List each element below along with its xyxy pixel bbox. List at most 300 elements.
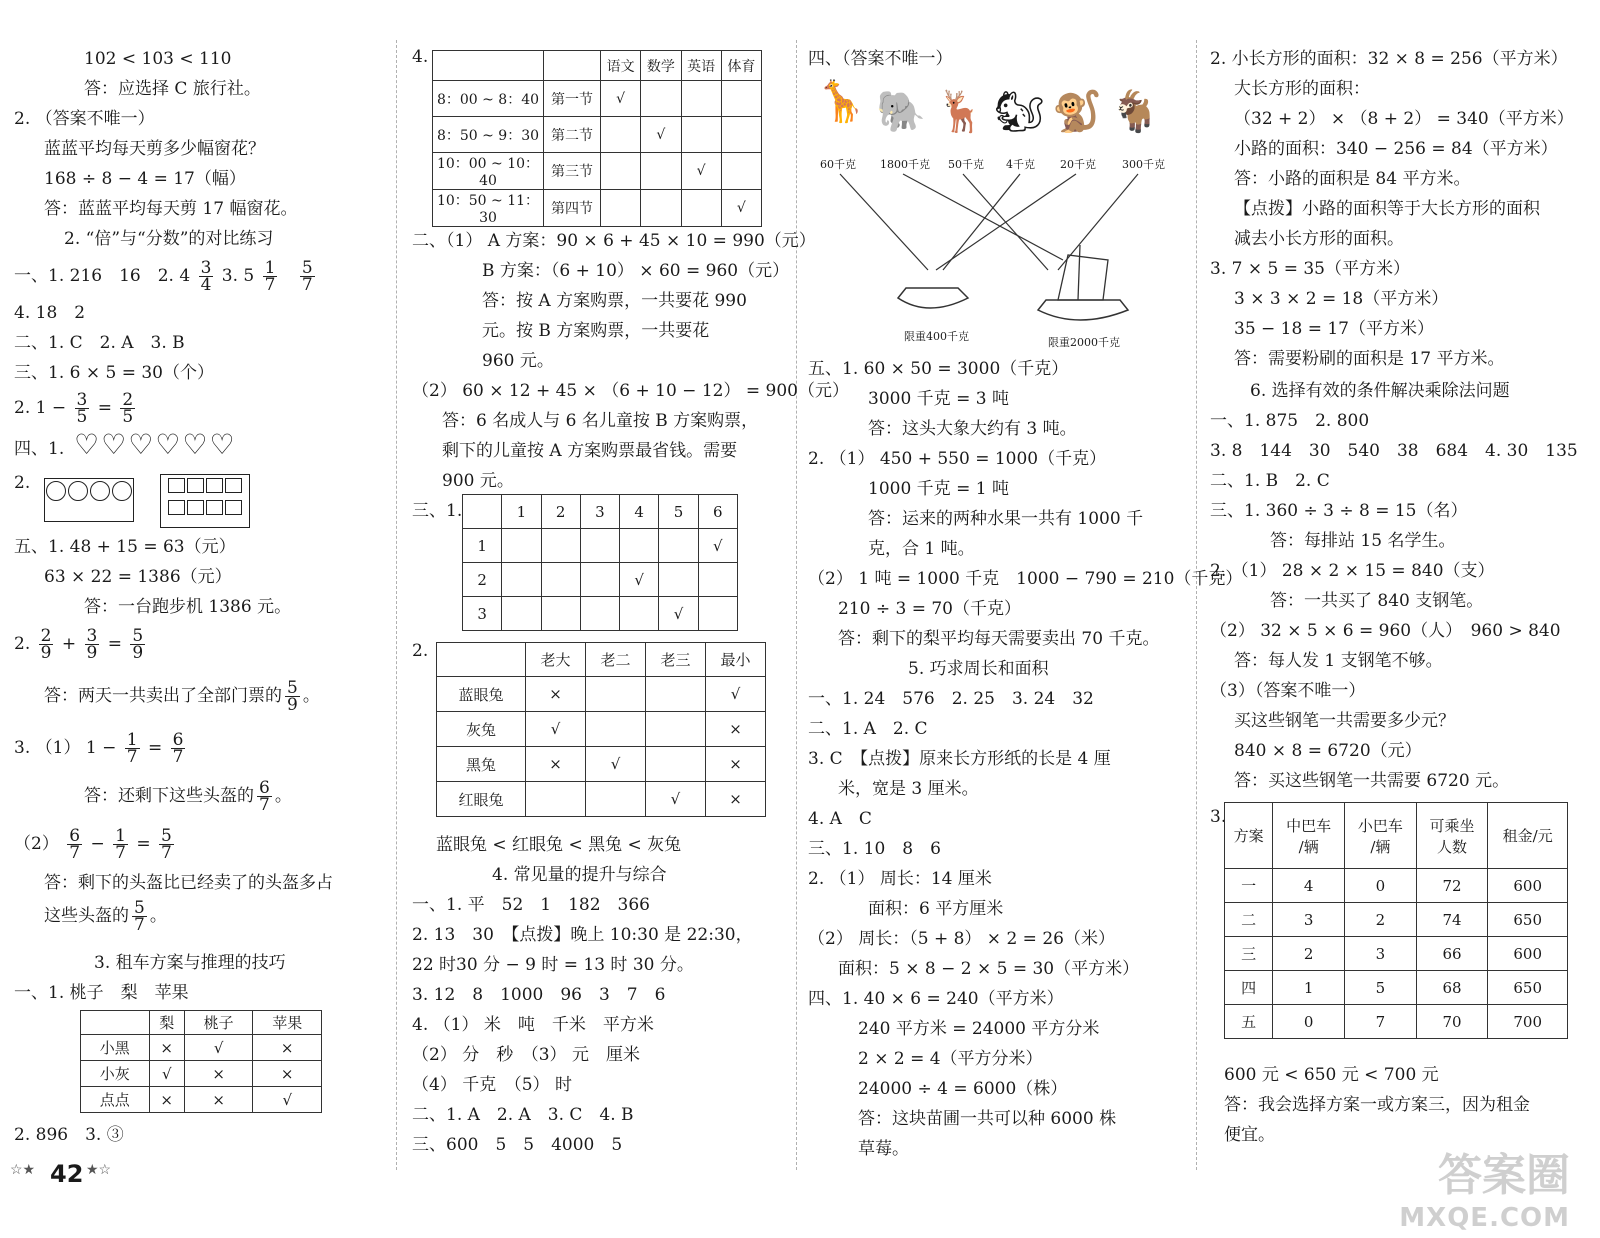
text-line: 2. （1） 周长：14 厘米 xyxy=(808,869,992,889)
square-icon xyxy=(206,478,223,493)
weight-label: 60千克 xyxy=(820,158,856,171)
fraction xyxy=(132,900,147,933)
numerator: 2 xyxy=(40,626,52,646)
fraction xyxy=(120,392,135,425)
text-line: 蓝眼兔 < 红眼兔 < 黑兔 < 灰兔 xyxy=(436,835,682,855)
table-cell: 点点 xyxy=(81,1087,150,1113)
weight-label: 4千克 xyxy=(1006,158,1035,171)
fraction xyxy=(263,260,278,293)
table-cell: 三 xyxy=(1225,937,1273,971)
text-line: 4. xyxy=(412,47,429,67)
text-line: 答：小路的面积是 84 平方米。 xyxy=(1234,169,1471,189)
table-cell xyxy=(721,153,761,190)
table-cell: 600 xyxy=(1488,937,1568,971)
table-cell: 四 xyxy=(1225,971,1273,1005)
text-span: 一、1. 216 16 2. 4 xyxy=(14,266,191,286)
table-cell xyxy=(620,529,659,563)
weight-label: 300千克 xyxy=(1122,158,1165,171)
text-line: 2. （1） 450 + 550 = 1000（千克） xyxy=(808,449,1107,469)
text-line: 答：买这些钢笔一共需要 6720 元。 xyxy=(1234,771,1510,791)
watermark-url: MXQE.COM xyxy=(1399,1203,1570,1233)
text-line: （2） 60 × 12 + 45 × （6 + 10 − 12） = 900（元） xyxy=(412,381,849,401)
section-heading: 4. 常见量的提升与综合 xyxy=(492,865,667,885)
elephant-icon: 🐘 xyxy=(876,89,926,135)
text-line: 草莓。 xyxy=(858,1139,909,1159)
numerator: 1 xyxy=(126,730,138,750)
text-line: 减去小长方形的面积。 xyxy=(1234,229,1404,249)
table-cell: √ xyxy=(659,597,698,631)
text-span: 答：两天一共卖出了全部门票的 xyxy=(44,686,282,706)
table-cell: 蓝眼兔 xyxy=(437,677,526,712)
table-cell: √ xyxy=(698,529,737,563)
table-cell: 650 xyxy=(1488,971,1568,1005)
text-line: 蓝蓝平均每天剪多少幅窗花？ xyxy=(44,139,265,159)
table-cell xyxy=(585,782,645,817)
text-line: 答：剩下的梨平均每天需要卖出 70 千克。 xyxy=(838,629,1160,649)
text-line: 答：按 A 方案购票，一共要花 990 xyxy=(482,291,747,311)
column-divider xyxy=(396,40,397,1170)
text-line: 2. 1 − $\frac{3}{5}$ = $\frac{2}{5}$ xyxy=(14,390,134,427)
text-line: 答：需要粉刷的面积是 17 平方米。 xyxy=(1234,349,1505,369)
table-cell: 黑兔 xyxy=(437,747,526,782)
denominator: 7 xyxy=(172,747,184,767)
fraction xyxy=(125,732,140,765)
table-cell xyxy=(641,190,681,227)
text-line: （4） 千克 （5） 时 xyxy=(412,1075,572,1095)
denominator: 5 xyxy=(122,407,134,427)
text-line: 102 < 103 < 110 xyxy=(84,49,232,69)
table-header: 桃子 xyxy=(184,1011,253,1035)
circles-box xyxy=(44,478,134,522)
fraction xyxy=(75,392,90,425)
text-line: 3000 千克 = 3 吨 xyxy=(868,389,1009,409)
fraction xyxy=(159,828,174,861)
table-cell xyxy=(601,117,641,153)
table-header: 数学 xyxy=(641,51,681,81)
table-cell: 4 xyxy=(1273,869,1345,903)
table-cell: 7 xyxy=(1345,1005,1417,1039)
table-cell xyxy=(641,81,681,117)
table-cell: × xyxy=(526,747,586,782)
text-line: 【点拨】小路的面积等于大长方形的面积 xyxy=(1234,199,1540,219)
text-line: 2. 896 3. ③ xyxy=(14,1125,124,1145)
table-cell xyxy=(698,597,737,631)
table-cell xyxy=(601,153,641,190)
schedule-table xyxy=(432,50,762,227)
text-line: 600 元 < 650 元 < 700 元 xyxy=(1224,1065,1439,1085)
section-heading: 3. 租车方案与推理的技巧 xyxy=(94,953,286,973)
text-line: 3. xyxy=(1210,807,1227,827)
table-cell: × xyxy=(149,1087,184,1113)
table-cell: 2 xyxy=(1273,937,1345,971)
header-line: 可乘坐 xyxy=(1429,816,1475,835)
denominator: 7 xyxy=(264,275,276,295)
text-line: 五、1. 48 + 15 = 63（元） xyxy=(14,537,236,557)
page-number: 42 xyxy=(50,1160,84,1188)
text-line: 2. $\frac{2}{9}$ + $\frac{3}{9}$ = $\frac{5}{9}$ xyxy=(14,626,144,663)
text-line: 答：这块苗圃一共可以种 6000 株 xyxy=(858,1109,1117,1129)
table-header: 体育 xyxy=(721,51,761,81)
table-cell xyxy=(721,117,761,153)
text-line xyxy=(14,258,318,294)
table-cell xyxy=(585,677,645,712)
text-line: 二、1. B 2. C xyxy=(1210,471,1330,491)
table-cell xyxy=(541,563,580,597)
text-line: 便宜。 xyxy=(1224,1125,1275,1145)
fraction xyxy=(130,628,145,661)
table-cell: √ xyxy=(184,1035,253,1061)
text-line: 答：运来的两种水果一共有 1000 千 xyxy=(868,509,1144,529)
boat-label: 限重2000千克 xyxy=(1048,336,1120,349)
text-line: 4. A C xyxy=(808,809,872,829)
header-line: 小巴车 xyxy=(1357,816,1403,835)
numerator: 5 xyxy=(301,258,313,278)
monkey-icon: 🐒 xyxy=(1052,89,1102,135)
table-cell xyxy=(659,529,698,563)
denominator: 4 xyxy=(200,275,212,295)
denominator: 9 xyxy=(132,643,144,663)
table-cell: 第四节 xyxy=(544,190,601,227)
text-line: 二、（1） A 方案：90 × 6 + 45 × 10 = 990（元） xyxy=(412,231,816,251)
square-icon xyxy=(168,478,185,493)
table-cell xyxy=(502,529,541,563)
table-cell: 650 xyxy=(1488,903,1568,937)
numerator: 5 xyxy=(287,678,298,698)
table-cell xyxy=(659,563,698,597)
section-heading: 6. 选择有效的条件解决乘除法问题 xyxy=(1250,381,1510,401)
table-cell: × xyxy=(526,677,586,712)
text-line: 35 − 18 = 17（平方米） xyxy=(1234,319,1434,339)
square-icon xyxy=(187,500,204,515)
numerator: 3 xyxy=(200,258,212,278)
table-cell: 0 xyxy=(1345,869,1417,903)
table-cell: 10：50 ~ 11：30 xyxy=(433,190,544,227)
text-line: 3. C 【点拨】原来长方形纸的长是 4 厘 xyxy=(808,749,1111,769)
table-cell: 红眼兔 xyxy=(437,782,526,817)
table-cell: √ xyxy=(585,747,645,782)
denominator: 7 xyxy=(115,843,126,863)
text-line: 答：蓝蓝平均每天剪 17 幅窗花。 xyxy=(44,199,298,219)
table-cell xyxy=(620,597,659,631)
weight-label: 20千克 xyxy=(1060,158,1096,171)
text-line: 210 ÷ 3 = 70（千克） xyxy=(838,599,1021,619)
text-line: 五、1. 60 × 50 = 3000（千克） xyxy=(808,359,1069,379)
table-header: 5 xyxy=(659,495,698,529)
text-line: 一、1. 平 52 1 182 366 xyxy=(412,895,650,915)
table-cell xyxy=(645,712,705,747)
text-span: 2. xyxy=(14,634,31,654)
table-header xyxy=(81,1011,150,1035)
text-line: （3）（答案不唯一） xyxy=(1210,681,1366,701)
table-cell xyxy=(681,117,721,153)
text-span: 这些头盔的 xyxy=(44,906,129,926)
text-line: 三、1. 360 ÷ 3 ÷ 8 = 15（名） xyxy=(1210,501,1468,521)
text-span: 3. （1） 1 − xyxy=(14,738,117,758)
text-line: 三、1. xyxy=(412,501,463,521)
table-cell: 2 xyxy=(1345,903,1417,937)
text-line: 答：应选择 C 旅行社。 xyxy=(84,79,261,99)
boat-label: 限重400千克 xyxy=(904,330,969,343)
table-cell xyxy=(502,597,541,631)
table-header: 语文 xyxy=(601,51,641,81)
goat-icon: 🐐 xyxy=(1110,89,1160,135)
text-line: 二、1. A 2. A 3. C 4. B xyxy=(412,1105,634,1125)
squares-box xyxy=(160,474,250,528)
weight-label: 50千克 xyxy=(948,158,984,171)
section-heading: 2. “倍”与“分数”的对比练习 xyxy=(64,229,274,249)
text-line: 2 × 2 = 4（平方分米） xyxy=(858,1049,1043,1069)
fraction xyxy=(300,260,315,293)
fraction xyxy=(67,828,82,861)
fruit-table xyxy=(80,1010,322,1113)
text-line: 3. （1） 1 − $\frac{1}{7}$ = $\frac{6}{7}$ xyxy=(14,730,184,767)
table-cell: √ xyxy=(253,1087,322,1113)
table-cell: 68 xyxy=(1416,971,1488,1005)
table-cell: 一 xyxy=(1225,869,1273,903)
table-header xyxy=(1345,803,1417,869)
table-cell xyxy=(641,153,681,190)
table-cell xyxy=(502,563,541,597)
star-icons: ☆★ xyxy=(10,1162,36,1178)
square-icon xyxy=(168,500,185,515)
table-cell: 5 xyxy=(1345,971,1417,1005)
table-cell: × xyxy=(705,747,765,782)
column-divider xyxy=(796,40,797,1170)
square-icon xyxy=(225,500,242,515)
text-line: 买这些钢笔一共需要多少元？ xyxy=(1234,711,1455,731)
table-cell: 8：00 ~ 8：40 xyxy=(433,81,544,117)
text-line: 2. 小长方形的面积：32 × 8 = 256（平方米） xyxy=(1210,49,1568,69)
table-header xyxy=(544,51,601,81)
table-cell: 10：00 ~ 10：40 xyxy=(433,153,544,190)
text-line: （2） 周长：（5 + 8） × 2 = 26（米） xyxy=(808,929,1115,949)
text-line: （2） 32 × 5 × 6 = 960（人） 960 > 840 xyxy=(1210,621,1561,641)
table-header: 英语 xyxy=(681,51,721,81)
weight-label: 1800千克 xyxy=(880,158,930,171)
table-cell xyxy=(645,677,705,712)
table-cell xyxy=(698,563,737,597)
table-cell: 3 xyxy=(1345,937,1417,971)
table-cell: × xyxy=(149,1035,184,1061)
table-cell: √ xyxy=(641,117,681,153)
text-line: 这些头盔的 $\frac{5}{7}$ 。 xyxy=(44,898,167,935)
square-icon xyxy=(206,500,223,515)
numerator: 6 xyxy=(259,778,270,798)
text-line: 3. 7 × 5 = 35（平方米） xyxy=(1210,259,1410,279)
header-line: /辆 xyxy=(1370,837,1391,856)
heart-icons: ♡♡♡♡♡♡ xyxy=(74,428,237,461)
table-cell xyxy=(721,81,761,117)
numerator: 5 xyxy=(134,898,145,918)
square-icon xyxy=(225,478,242,493)
table-header xyxy=(433,51,544,81)
table-cell: 72 xyxy=(1416,869,1488,903)
numerator: 5 xyxy=(132,626,144,646)
table-header: 老二 xyxy=(585,643,645,677)
grid-table xyxy=(462,494,738,631)
table-cell xyxy=(681,81,721,117)
denominator: 7 xyxy=(134,915,145,935)
circle-icon xyxy=(112,481,132,501)
numerator: 5 xyxy=(161,826,172,846)
fraction xyxy=(39,628,54,661)
text-line: 答：两天一共卖出了全部门票的 $\frac{5}{9}$ 。 xyxy=(44,678,320,715)
numerator: 3 xyxy=(86,626,98,646)
table-cell xyxy=(645,747,705,782)
table-header xyxy=(437,643,526,677)
table-cell: √ xyxy=(681,153,721,190)
denominator: 7 xyxy=(301,275,313,295)
table-cell xyxy=(526,782,586,817)
table-header: 租金/元 xyxy=(1488,803,1568,869)
text-line: 2. （1） 28 × 2 × 15 = 840（支） xyxy=(1210,561,1495,581)
text-line: 一、1. 桃子 梨 苹果 xyxy=(14,983,189,1003)
text-line: 米，宽是 3 厘米。 xyxy=(838,779,979,799)
table-cell: 第二节 xyxy=(544,117,601,153)
denominator: 9 xyxy=(40,643,52,663)
table-cell xyxy=(541,597,580,631)
table-cell: 五 xyxy=(1225,1005,1273,1039)
table-cell: × xyxy=(184,1087,253,1113)
text-line: 1000 千克 = 1 吨 xyxy=(868,479,1009,499)
text-line: （2） $\frac{6}{7}$ − $\frac{1}{7}$ = $\frac{5}{7}$ xyxy=(14,826,172,863)
table-header: 最小 xyxy=(705,643,765,677)
table-cell: √ xyxy=(149,1061,184,1087)
text-line: 2. xyxy=(14,473,31,493)
numerator: 6 xyxy=(69,826,81,846)
text-line: 三、1. 10 8 6 xyxy=(808,839,941,859)
text-span: 3. 5 xyxy=(221,266,255,286)
text-line: 960 元。 xyxy=(482,351,554,371)
table-cell: 1 xyxy=(463,529,502,563)
table-cell: 第一节 xyxy=(544,81,601,117)
table-cell xyxy=(681,190,721,227)
table-header: 方案 xyxy=(1225,803,1273,869)
table-cell: √ xyxy=(620,563,659,597)
text-line: 4. 18 2 xyxy=(14,303,86,323)
table-cell: 第三节 xyxy=(544,153,601,190)
table-cell: 0 xyxy=(1273,1005,1345,1039)
table-cell: 600 xyxy=(1488,869,1568,903)
text-line: 一、1. 24 576 2. 25 3. 24 32 xyxy=(808,689,1094,709)
text-line: 三、1. 6 × 5 = 30（个） xyxy=(14,363,214,383)
giraffe-icon: 🦒 xyxy=(816,79,866,125)
text-line: 克，合 1 吨。 xyxy=(868,539,975,559)
text-line: 三、600 5 5 4000 5 xyxy=(412,1135,623,1155)
squirrel-icon: 🐿 xyxy=(994,89,1045,135)
text-line: 答：这头大象大约有 3 吨。 xyxy=(868,419,1077,439)
text-line: 4. （1） 米 吨 千米 平方米 xyxy=(412,1015,654,1035)
matching-lines xyxy=(808,160,1178,340)
denominator: 5 xyxy=(76,407,88,427)
numerator: 2 xyxy=(122,390,134,410)
table-header: 3 xyxy=(580,495,619,529)
denominator: 9 xyxy=(287,695,298,715)
text-line: 900 元。 xyxy=(442,471,514,491)
numerator: 6 xyxy=(172,730,184,750)
star-icons: ★☆ xyxy=(86,1162,112,1178)
table-header xyxy=(1273,803,1345,869)
table-header: 1 xyxy=(502,495,541,529)
text-line: 2. 13 30 【点拨】晚上 10:30 是 22:30， xyxy=(412,925,753,945)
rabbit-table xyxy=(436,642,766,817)
square-icon xyxy=(187,478,204,493)
table-cell xyxy=(541,529,580,563)
table-cell: × xyxy=(253,1061,322,1087)
column-divider xyxy=(1196,40,1197,1170)
numerator: 1 xyxy=(115,826,126,846)
text-line: （2） 1 吨 = 1000 千克 1000 − 790 = 210（千克） xyxy=(808,569,1243,589)
fraction xyxy=(257,780,272,813)
table-cell: × xyxy=(705,712,765,747)
text-span: 2. 1 − xyxy=(14,398,67,418)
text-line: 二、1. C 2. A 3. B xyxy=(14,333,185,353)
header-line: /辆 xyxy=(1298,837,1319,856)
text-line: 答：我会选择方案一或方案三，因为租金 xyxy=(1224,1095,1530,1115)
table-cell: 小黑 xyxy=(81,1035,150,1061)
text-span: 答：还剩下这些头盔的 xyxy=(84,786,254,806)
rental-table xyxy=(1224,802,1568,1039)
text-line: 2. xyxy=(412,641,429,661)
text-line: 答：每人发 1 支钢笔不够。 xyxy=(1234,651,1443,671)
text-line: 四、1. 40 × 6 = 240（平方米） xyxy=(808,989,1064,1009)
header-line: 中巴车 xyxy=(1286,816,1332,835)
denominator: 7 xyxy=(126,747,138,767)
table-cell: 700 xyxy=(1488,1005,1568,1039)
text-line: （2） 分 秒 （3） 元 厘米 xyxy=(412,1045,640,1065)
denominator: 7 xyxy=(161,843,172,863)
text-line: 3. 12 8 1000 96 3 7 6 xyxy=(412,985,666,1005)
text-line: 答：一共买了 840 支钢笔。 xyxy=(1270,591,1484,611)
table-header xyxy=(463,495,502,529)
text-line: 24000 ÷ 4 = 6000（株） xyxy=(858,1079,1068,1099)
text-line: 答：还剩下这些头盔的 $\frac{6}{7}$ 。 xyxy=(84,778,292,815)
table-cell: × xyxy=(184,1061,253,1087)
text-span: （2） xyxy=(14,834,59,854)
watermark-logo: 答案圈 xyxy=(1438,1150,1570,1201)
text-line: 小路的面积：340 − 256 = 84（平方米） xyxy=(1234,139,1558,159)
text-line: 63 × 22 = 1386（元） xyxy=(44,567,232,587)
table-cell xyxy=(580,563,619,597)
table-cell: 1 xyxy=(1273,971,1345,1005)
fraction xyxy=(171,732,186,765)
table-header: 6 xyxy=(698,495,737,529)
table-cell xyxy=(585,712,645,747)
text-line: 元。按 B 方案购票，一共要花 xyxy=(482,321,710,341)
table-cell: × xyxy=(253,1035,322,1061)
denominator: 7 xyxy=(69,843,81,863)
table-cell: 2 xyxy=(463,563,502,597)
text-line: 一、1. 875 2. 800 xyxy=(1210,411,1370,431)
text-line: 剩下的儿童按 A 方案购票最省钱。需要 xyxy=(442,441,738,461)
table-cell xyxy=(601,190,641,227)
text-line: 二、1. A 2. C xyxy=(808,719,928,739)
header-line: 人数 xyxy=(1437,837,1468,856)
table-header: 梨 xyxy=(149,1011,184,1035)
text-line: 答：每排站 15 名学生。 xyxy=(1270,531,1456,551)
table-cell: 74 xyxy=(1416,903,1488,937)
text-line: 3. 8 144 30 540 38 684 4. 30 135 xyxy=(1210,441,1578,461)
text-line: 240 平方米 = 24000 平方分米 xyxy=(858,1019,1100,1039)
text-line: （32 + 2） × （8 + 2） = 340（平方米） xyxy=(1234,109,1574,129)
table-header: 2 xyxy=(541,495,580,529)
table-cell xyxy=(580,529,619,563)
deer-icon: 🦌 xyxy=(936,89,986,135)
table-cell: 灰兔 xyxy=(437,712,526,747)
table-cell: 3 xyxy=(1273,903,1345,937)
denominator: 9 xyxy=(86,643,98,663)
section-heading: 5. 巧求周长和面积 xyxy=(908,659,1049,679)
